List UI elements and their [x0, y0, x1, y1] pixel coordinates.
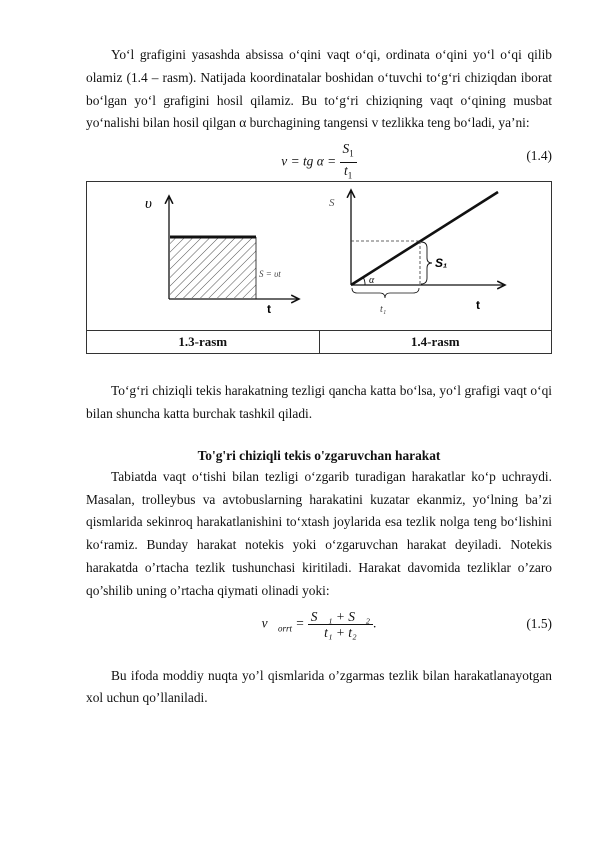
figure-cell: [87, 182, 552, 331]
eq2-fraction: [308, 609, 373, 640]
fig13-area: [170, 238, 256, 298]
fig14-path-line: [351, 192, 498, 285]
fig14-y-label: S: [329, 197, 335, 210]
figure-1-4: [329, 190, 505, 315]
eq1-fraction: [340, 141, 357, 183]
equation-1-4: [86, 135, 552, 181]
equation-1-4-number: (1.4): [526, 148, 552, 164]
fig14-x-label: t: [476, 298, 480, 313]
page: [86, 44, 552, 710]
eq2-lhs-sub: orrt: [277, 622, 292, 633]
eq1-num: S: [342, 141, 350, 157]
caption-1-3: 1.3-rasm: [87, 331, 320, 354]
fig14-angle-label: α: [369, 275, 375, 287]
eq1-den: t: [343, 162, 348, 178]
equation-1-5-formula: $v⃗_{orrt}$ = $\frac{\text{S⃗₁ + S⃗₂}}{\text{t₁ + t₂}}$ .: [261, 608, 377, 640]
eq1-num-sub: 1: [349, 148, 354, 159]
eq2-num: S⃗₁ + S⃗₂: [308, 609, 373, 625]
eq2-lhs: v⃗: [261, 615, 278, 631]
fig13-x-label: t: [267, 302, 271, 317]
figure-table: [86, 181, 552, 354]
eq2-tail: .: [373, 615, 377, 631]
eq1-lhs: v = tg α =: [281, 153, 337, 169]
figures-svg: [87, 182, 551, 325]
figure-1-3: [145, 196, 299, 316]
fig14-t-brace: [352, 288, 419, 298]
paragraph-2: To‘g‘ri chiziqli tekis harakatning tezligi qancha katta bo‘lsa, yo‘l grafigi vaqt o‘qi bilan shuncha katta burchak tashkil qiladi.: [86, 383, 552, 421]
fig13-area-label: S = υt: [259, 269, 281, 280]
fig14-angle-arc: [363, 277, 365, 285]
fig14-brace-label: S₁: [435, 256, 448, 271]
fig14-brace: [421, 242, 432, 284]
caption-1-4: 1.4-rasm: [319, 331, 552, 354]
equation-1-5-number: (1.5): [526, 615, 552, 631]
paragraph-4: Bu ifoda moddiy nuqta yo’l qismlarida o’zgarmas tezlik bilan harakatlanayotgan xol uchun qo’llaniladi.: [86, 667, 552, 706]
eq2-den: t₁ + t₂: [324, 624, 357, 640]
equation-1-5: [86, 603, 552, 647]
paragraph-3: Tabiatda vaqt o‘tishi bilan tezligi o‘zgarib turadigan harakatlar ko‘p uchraydi. Masalan, trolleybus va avtobuslarning harakatini kuzatar ekanmiz, yo‘lning ba’zi qismlarida sekinroq harakatlanishini to‘xtash joylarida esa tezlik nolga teng bo‘lishini ko‘ramiz. Bunday harakat notekis yoki o‘zgaruvchan harakat deyiladi. Notekis harakatda o’rtacha tezlik tushunchasi kiritiladi. Harakat davomida tezliklar o’zaro qo’shilib uning o’rtacha qiymati olinadi yoki:: [86, 468, 552, 598]
section-heading: To'g'ri chiziqli tekis o'zgaruvchan harakat: [197, 447, 441, 463]
eq1-den-sub: 1: [347, 170, 353, 181]
paragraph-1: Yo‘l grafigini yasashda absissa o‘qini vaqt o‘qi, ordinata o‘qini yo‘l o‘qi qilib olamiz (1.4 – rasm). Natijada koordinatalar boshidan o‘tuvchi to‘g‘ri chiziqdan iborat bo‘lgan yo‘l grafigini hosil qilamiz. Bu to‘g‘ri chiziqning vaqt o‘qining musbat yo‘nalishi bilan hosil qilgan α burchagining tangensi v tezlikka teng bo‘ladi, ya’ni:: [86, 47, 552, 131]
equation-1-4-formula: [86, 141, 552, 183]
fig14-t-label: t₁: [380, 304, 387, 316]
fig13-y-label: υ: [145, 196, 152, 213]
